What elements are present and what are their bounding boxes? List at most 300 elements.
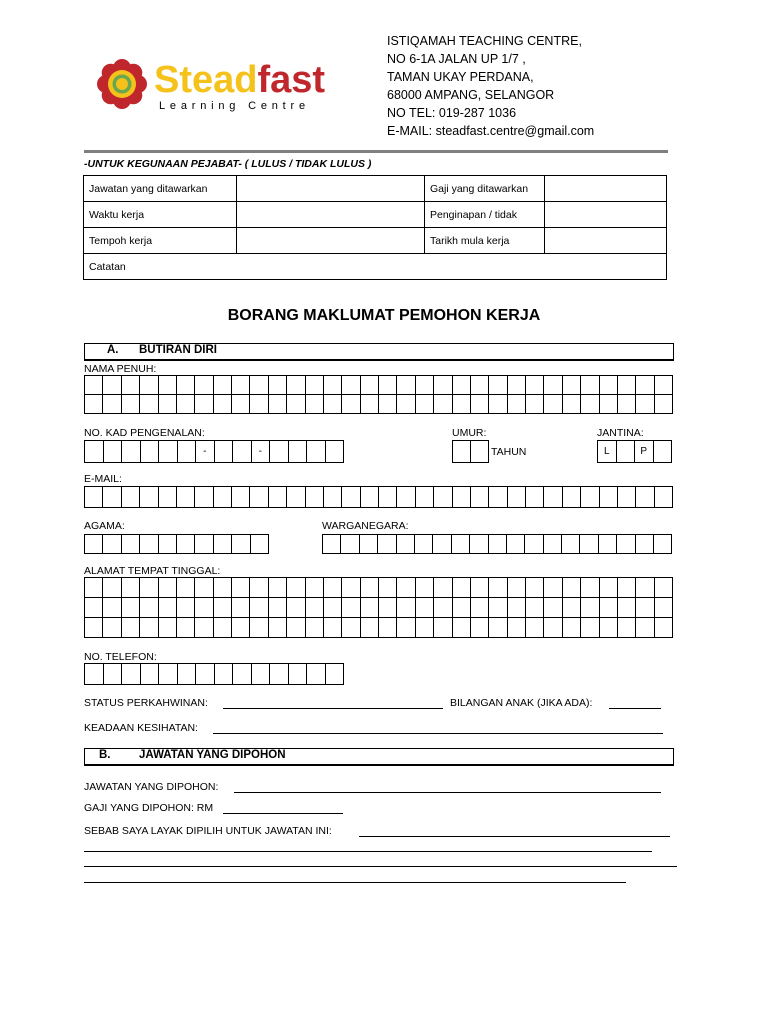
jawatan-field[interactable]	[234, 792, 661, 793]
box-cell[interactable]	[287, 578, 305, 598]
box-cell[interactable]	[618, 487, 636, 508]
box-cell[interactable]	[581, 487, 599, 508]
box-cell[interactable]	[508, 598, 526, 618]
box-cell[interactable]	[489, 376, 507, 395]
box-cell[interactable]	[600, 395, 618, 414]
box-cell[interactable]	[416, 395, 434, 414]
box-cell[interactable]	[434, 487, 452, 508]
box-cell[interactable]	[250, 578, 268, 598]
box-cell[interactable]	[434, 578, 452, 598]
box-cell[interactable]	[434, 618, 452, 638]
box-cell[interactable]	[618, 618, 636, 638]
box-cell[interactable]	[326, 664, 345, 685]
box-cell[interactable]	[526, 618, 544, 638]
box-cell[interactable]	[140, 618, 158, 638]
box-cell[interactable]	[215, 664, 234, 685]
box-cell[interactable]	[361, 598, 379, 618]
box-cell[interactable]	[195, 598, 213, 618]
box-cell[interactable]	[416, 578, 434, 598]
box-cell[interactable]	[599, 535, 617, 554]
box-cell[interactable]: -	[196, 441, 215, 463]
box-cell[interactable]	[269, 395, 287, 414]
box-cell[interactable]	[379, 487, 397, 508]
telefon-boxes[interactable]	[84, 663, 344, 685]
box-cell[interactable]	[654, 535, 672, 554]
address-line: NO 6-1A JALAN UP 1/7 ,	[387, 52, 526, 66]
box-cell[interactable]	[85, 598, 103, 618]
box-cell[interactable]	[324, 598, 342, 618]
address-line: NO TEL: 019-287 1036	[387, 106, 517, 120]
box-cell[interactable]	[307, 441, 326, 463]
office-field[interactable]	[545, 176, 667, 202]
umur-boxes[interactable]	[452, 440, 489, 463]
box-cell[interactable]	[214, 395, 232, 414]
box-cell[interactable]	[361, 618, 379, 638]
steadfast-logo	[96, 54, 366, 114]
label-kesihatan: KEADAAN KESIHATAN:	[84, 722, 198, 734]
box-cell[interactable]	[103, 578, 121, 598]
sebab-line[interactable]	[84, 866, 677, 867]
box-cell[interactable]	[214, 487, 232, 508]
box-cell[interactable]	[655, 376, 673, 395]
box-cell[interactable]	[250, 376, 268, 395]
box-cell[interactable]	[397, 487, 415, 508]
box-cell[interactable]	[655, 487, 673, 508]
box-cell[interactable]	[453, 395, 471, 414]
box-cell[interactable]	[195, 487, 213, 508]
box-cell[interactable]	[636, 395, 654, 414]
box-cell[interactable]	[489, 535, 507, 554]
label-jawatan: JAWATAN YANG DIPOHON:	[84, 781, 219, 793]
box-cell[interactable]	[324, 618, 342, 638]
box-cell[interactable]	[140, 598, 158, 618]
box-cell[interactable]	[636, 578, 654, 598]
box-cell[interactable]	[122, 578, 140, 598]
box-cell[interactable]	[508, 618, 526, 638]
box-cell[interactable]	[379, 376, 397, 395]
box-cell[interactable]	[618, 598, 636, 618]
box-cell[interactable]	[178, 441, 197, 463]
office-label: Tarikh mula kerja	[425, 228, 545, 254]
box-cell[interactable]	[508, 395, 526, 414]
box-cell[interactable]	[232, 535, 250, 554]
office-field[interactable]	[237, 176, 425, 202]
box-cell[interactable]	[563, 487, 581, 508]
box-cell[interactable]	[618, 578, 636, 598]
box-cell[interactable]	[471, 376, 489, 395]
box-cell[interactable]	[416, 487, 434, 508]
box-cell[interactable]	[453, 598, 471, 618]
ic-number-boxes[interactable]	[84, 440, 344, 463]
jantina-boxes[interactable]	[597, 440, 672, 463]
box-cell[interactable]	[103, 395, 121, 414]
box-cell[interactable]	[289, 664, 308, 685]
box-cell[interactable]	[103, 535, 121, 554]
box-cell[interactable]	[581, 395, 599, 414]
box-cell[interactable]	[397, 535, 415, 554]
box-cell[interactable]	[618, 376, 636, 395]
box-cell[interactable]	[103, 376, 121, 395]
box-cell[interactable]	[379, 598, 397, 618]
box-cell[interactable]	[324, 578, 342, 598]
box-cell[interactable]	[159, 535, 177, 554]
box-cell[interactable]	[342, 598, 360, 618]
box-cell[interactable]	[544, 578, 562, 598]
box-cell[interactable]	[526, 487, 544, 508]
box-cell[interactable]	[214, 618, 232, 638]
box-cell[interactable]	[103, 487, 121, 508]
box-cell[interactable]	[287, 395, 305, 414]
box-cell[interactable]	[471, 395, 489, 414]
box-cell[interactable]	[233, 441, 252, 463]
box-cell[interactable]	[453, 376, 471, 395]
sebab-line[interactable]	[84, 882, 626, 883]
box-cell[interactable]	[655, 598, 673, 618]
box-cell[interactable]	[122, 487, 140, 508]
jantina-p[interactable]: P	[635, 441, 654, 463]
box-cell[interactable]	[397, 376, 415, 395]
box-cell[interactable]	[379, 395, 397, 414]
box-cell[interactable]	[618, 395, 636, 414]
box-cell[interactable]	[379, 578, 397, 598]
box-cell[interactable]	[397, 598, 415, 618]
office-field[interactable]	[545, 228, 667, 254]
box-cell[interactable]	[342, 487, 360, 508]
box-cell[interactable]	[600, 598, 618, 618]
box-cell[interactable]	[307, 664, 326, 685]
box-cell[interactable]	[453, 441, 471, 463]
box-cell[interactable]	[287, 376, 305, 395]
address-line: ISTIQAMAH TEACHING CENTRE,	[387, 34, 582, 48]
box-cell[interactable]	[580, 535, 598, 554]
office-label: Waktu kerja	[84, 202, 237, 228]
box-cell[interactable]	[471, 578, 489, 598]
box-cell[interactable]	[177, 618, 195, 638]
box-cell[interactable]	[600, 578, 618, 598]
box-cell[interactable]	[306, 598, 324, 618]
box-cell[interactable]	[232, 376, 250, 395]
box-cell[interactable]	[140, 535, 158, 554]
label-ic: NO. KAD PENGENALAN:	[84, 427, 205, 439]
box-cell[interactable]	[122, 598, 140, 618]
box-cell[interactable]	[159, 618, 177, 638]
box-cell[interactable]	[122, 376, 140, 395]
label-anak: BILANGAN ANAK (JIKA ADA):	[450, 697, 593, 709]
box-cell[interactable]	[306, 487, 324, 508]
box-cell[interactable]	[360, 535, 378, 554]
box-cell[interactable]	[104, 664, 123, 685]
box-cell[interactable]	[233, 664, 252, 685]
box-cell[interactable]	[361, 578, 379, 598]
box-cell[interactable]	[342, 376, 360, 395]
box-cell[interactable]	[177, 376, 195, 395]
box-cell[interactable]	[416, 598, 434, 618]
box-cell[interactable]	[159, 598, 177, 618]
box-cell[interactable]	[544, 376, 562, 395]
box-cell[interactable]	[232, 578, 250, 598]
box-cell[interactable]	[507, 535, 525, 554]
box-cell[interactable]	[195, 376, 213, 395]
box-cell[interactable]	[287, 618, 305, 638]
box-cell[interactable]	[544, 535, 562, 554]
box-cell[interactable]	[508, 487, 526, 508]
box-cell[interactable]	[85, 578, 103, 598]
box-cell[interactable]	[159, 395, 177, 414]
box-cell[interactable]	[269, 578, 287, 598]
box-cell[interactable]	[287, 598, 305, 618]
box-cell[interactable]	[324, 376, 342, 395]
box-cell[interactable]	[361, 376, 379, 395]
box-cell[interactable]	[85, 664, 104, 685]
box-cell[interactable]	[177, 578, 195, 598]
box-cell[interactable]	[250, 598, 268, 618]
box-cell[interactable]	[103, 618, 121, 638]
box-cell[interactable]	[195, 395, 213, 414]
box-cell[interactable]	[85, 487, 103, 508]
box-cell[interactable]	[196, 664, 215, 685]
box-cell[interactable]	[655, 395, 673, 414]
box-cell[interactable]	[452, 535, 470, 554]
box-cell[interactable]	[250, 618, 268, 638]
box-cell[interactable]	[269, 487, 287, 508]
box-cell[interactable]	[269, 376, 287, 395]
box-cell[interactable]	[562, 535, 580, 554]
box-cell[interactable]	[232, 598, 250, 618]
box-cell[interactable]	[489, 578, 507, 598]
label-sebab: SEBAB SAYA LAYAK DIPILIH UNTUK JAWATAN INI:	[84, 825, 332, 837]
box-cell[interactable]	[636, 618, 654, 638]
office-field[interactable]	[237, 228, 425, 254]
box-cell[interactable]	[270, 664, 289, 685]
box-cell[interactable]	[526, 578, 544, 598]
box-cell[interactable]	[159, 664, 178, 685]
box-cell[interactable]	[489, 395, 507, 414]
office-field[interactable]	[545, 202, 667, 228]
box-cell[interactable]	[140, 395, 158, 414]
box-cell[interactable]	[140, 376, 158, 395]
box-cell[interactable]	[306, 618, 324, 638]
box-cell[interactable]	[544, 598, 562, 618]
box-cell[interactable]	[489, 598, 507, 618]
box-cell[interactable]	[563, 598, 581, 618]
office-notes[interactable]: Catatan	[84, 254, 667, 280]
box-cell[interactable]	[600, 618, 618, 638]
box-cell[interactable]	[636, 535, 654, 554]
box-cell[interactable]	[508, 376, 526, 395]
box-cell[interactable]	[544, 618, 562, 638]
box-cell[interactable]	[342, 395, 360, 414]
box-cell[interactable]	[177, 395, 195, 414]
box-cell[interactable]	[252, 664, 271, 685]
box-cell[interactable]	[195, 618, 213, 638]
box-cell[interactable]	[526, 395, 544, 414]
box-cell[interactable]	[85, 441, 104, 463]
box-cell[interactable]	[159, 487, 177, 508]
svg-text:Steadfast	[154, 59, 325, 101]
box-cell[interactable]	[416, 376, 434, 395]
box-cell[interactable]	[433, 535, 451, 554]
box-cell[interactable]	[563, 578, 581, 598]
box-cell[interactable]	[140, 578, 158, 598]
jantina-l[interactable]: L	[598, 441, 617, 463]
box-cell[interactable]	[250, 395, 268, 414]
box-cell[interactable]	[178, 664, 197, 685]
box-cell[interactable]	[250, 487, 268, 508]
box-cell[interactable]	[581, 618, 599, 638]
logo-brand-b: fast	[257, 59, 326, 101]
box-cell[interactable]	[232, 618, 250, 638]
box-cell[interactable]	[525, 535, 543, 554]
box-cell[interactable]	[617, 535, 635, 554]
box-cell[interactable]	[177, 598, 195, 618]
box-cell[interactable]	[544, 395, 562, 414]
box-cell[interactable]	[563, 376, 581, 395]
box-cell[interactable]	[85, 395, 103, 414]
box-cell[interactable]	[289, 441, 308, 463]
agama-boxes[interactable]	[84, 534, 269, 554]
box-cell[interactable]	[85, 618, 103, 638]
box-cell[interactable]	[159, 441, 178, 463]
box-cell[interactable]	[434, 376, 452, 395]
warganegara-boxes[interactable]	[322, 534, 672, 554]
box-cell[interactable]	[140, 487, 158, 508]
box-cell[interactable]	[342, 578, 360, 598]
box-cell[interactable]	[324, 487, 342, 508]
box-cell[interactable]	[508, 578, 526, 598]
kesihatan-field[interactable]	[213, 733, 663, 734]
box-cell[interactable]	[655, 618, 673, 638]
status-field[interactable]	[223, 708, 443, 709]
box-cell[interactable]	[526, 598, 544, 618]
section-b-header	[84, 748, 674, 766]
box-cell[interactable]	[85, 376, 103, 395]
box-cell[interactable]	[471, 441, 489, 463]
box-cell[interactable]	[379, 618, 397, 638]
nama-penuh-boxes[interactable]	[84, 375, 673, 414]
box-cell[interactable]	[526, 376, 544, 395]
box-cell[interactable]	[397, 618, 415, 638]
box-cell[interactable]	[617, 441, 636, 463]
box-cell[interactable]	[323, 535, 341, 554]
box-cell[interactable]	[416, 618, 434, 638]
box-cell[interactable]	[544, 487, 562, 508]
box-cell[interactable]	[636, 598, 654, 618]
box-cell[interactable]	[306, 376, 324, 395]
box-cell[interactable]	[251, 535, 269, 554]
box-cell[interactable]	[415, 535, 433, 554]
box-cell[interactable]	[655, 578, 673, 598]
box-cell[interactable]: -	[252, 441, 271, 463]
box-cell[interactable]	[342, 618, 360, 638]
box-cell[interactable]	[453, 578, 471, 598]
box-cell[interactable]	[195, 578, 213, 598]
box-cell[interactable]	[85, 535, 103, 554]
anak-field[interactable]	[609, 708, 661, 709]
box-cell[interactable]	[341, 535, 359, 554]
section-letter: A.	[107, 344, 119, 356]
email-boxes[interactable]	[84, 486, 673, 508]
box-cell[interactable]	[287, 487, 305, 508]
office-use-note: -UNTUK KEGUNAAN PEJABAT- ( LULUS / TIDAK LULUS )	[84, 158, 372, 170]
box-cell[interactable]	[215, 441, 234, 463]
label-agama: AGAMA:	[84, 520, 125, 532]
box-cell[interactable]	[471, 487, 489, 508]
box-cell[interactable]	[453, 618, 471, 638]
box-cell[interactable]	[214, 376, 232, 395]
box-cell[interactable]	[471, 598, 489, 618]
box-cell[interactable]	[581, 376, 599, 395]
box-cell[interactable]	[269, 598, 287, 618]
box-cell[interactable]	[636, 487, 654, 508]
box-cell[interactable]	[378, 535, 396, 554]
alamat-boxes[interactable]	[84, 577, 673, 638]
box-cell[interactable]	[581, 578, 599, 598]
box-cell[interactable]	[214, 578, 232, 598]
box-cell[interactable]	[471, 618, 489, 638]
sebab-field[interactable]	[359, 836, 670, 837]
box-cell[interactable]	[122, 441, 141, 463]
box-cell[interactable]	[122, 395, 140, 414]
box-cell[interactable]	[103, 598, 121, 618]
box-cell[interactable]	[470, 535, 488, 554]
office-field[interactable]	[237, 202, 425, 228]
box-cell[interactable]	[141, 664, 160, 685]
box-cell[interactable]	[434, 395, 452, 414]
box-cell[interactable]	[361, 487, 379, 508]
section-heading: JAWATAN YANG DIPOHON	[139, 749, 286, 761]
box-cell[interactable]	[122, 535, 140, 554]
box-cell[interactable]	[636, 376, 654, 395]
box-cell[interactable]	[269, 618, 287, 638]
box-cell[interactable]	[177, 535, 195, 554]
box-cell[interactable]	[361, 395, 379, 414]
box-cell[interactable]	[270, 441, 289, 463]
box-cell[interactable]	[122, 664, 141, 685]
box-cell[interactable]	[177, 487, 195, 508]
box-cell[interactable]	[104, 441, 123, 463]
box-cell[interactable]	[581, 598, 599, 618]
box-cell[interactable]	[159, 578, 177, 598]
box-cell[interactable]	[306, 395, 324, 414]
box-cell[interactable]	[159, 376, 177, 395]
box-cell[interactable]	[489, 487, 507, 508]
box-cell[interactable]	[326, 441, 345, 463]
box-cell[interactable]	[654, 441, 673, 463]
box-cell[interactable]	[141, 441, 160, 463]
box-cell[interactable]	[122, 618, 140, 638]
box-cell[interactable]	[397, 395, 415, 414]
box-cell[interactable]	[324, 395, 342, 414]
box-cell[interactable]	[232, 487, 250, 508]
box-cell[interactable]	[232, 395, 250, 414]
box-cell[interactable]	[306, 578, 324, 598]
box-cell[interactable]	[214, 598, 232, 618]
gaji-field[interactable]	[223, 813, 343, 814]
box-cell[interactable]	[600, 376, 618, 395]
address-line: E-MAIL: steadfast.centre@gmail.com	[387, 124, 595, 138]
box-cell[interactable]	[563, 395, 581, 414]
box-cell[interactable]	[434, 598, 452, 618]
box-cell[interactable]	[195, 535, 213, 554]
box-cell[interactable]	[489, 618, 507, 638]
box-cell[interactable]	[600, 487, 618, 508]
box-cell[interactable]	[563, 618, 581, 638]
box-cell[interactable]	[214, 535, 232, 554]
office-label: Jawatan yang ditawarkan	[84, 176, 237, 202]
sebab-line[interactable]	[84, 851, 652, 852]
box-cell[interactable]	[453, 487, 471, 508]
box-cell[interactable]	[397, 578, 415, 598]
